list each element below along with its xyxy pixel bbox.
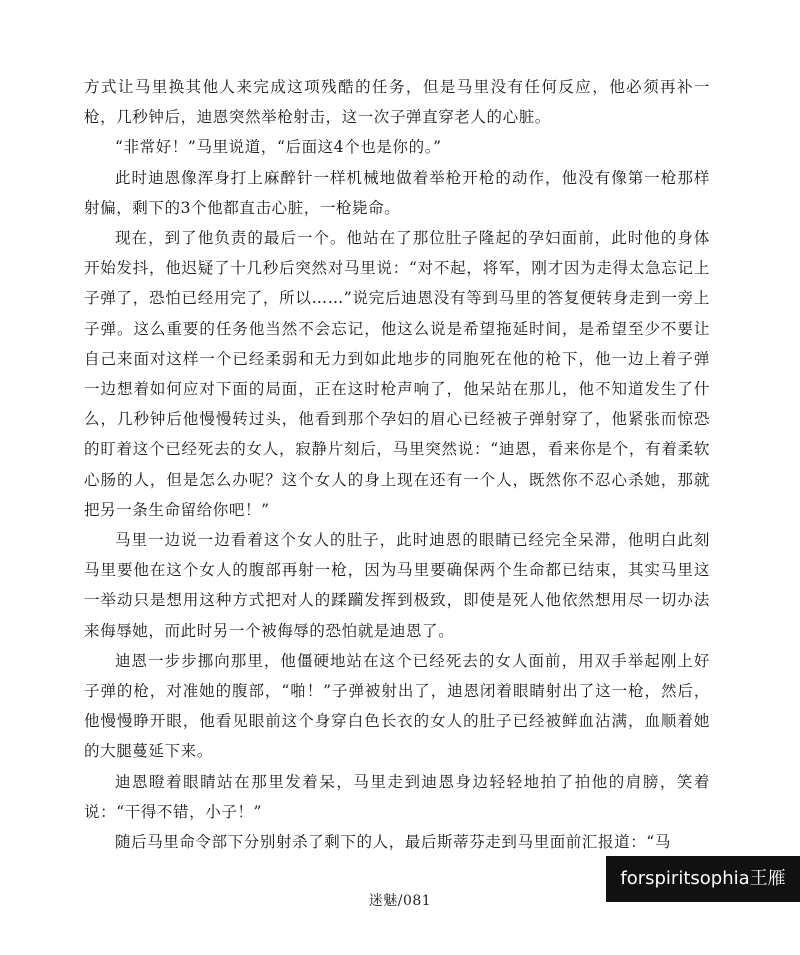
paragraph: 此时迪恩像浑身打上麻醉针一样机械地做着举枪开枪的动作，他没有像第一枪那样射偏，剩下的3个他都直击心脏，一枪毙命。 (84, 168, 710, 217)
paragraph: 方式让马里换其他人来完成这项残酷的任务，但是马里没有任何反应，他必须再补一枪，几秒钟后，迪恩突然举枪射击，这一次子弹直穿老人的心脏。 (84, 78, 710, 127)
paragraph: 随后马里命令部下分别射杀了剩下的人，最后斯蒂芬走到马里面前汇报道：“马 (115, 833, 671, 852)
paragraph: 现在，到了他负责的最后一个。他站在了那位肚子隆起的孕妇面前，此时他的身体开始发抖，他迟疑了十几秒后突然对马里说：“对不起，将军，刚才因为走得太急忘记上子弹了，恐怕已经用完了，所以……”说完后迪恩没有等到马里的答复便转身走到一旁上子弹。这么重要的任务他当然不会忘记，他这么说是希望拖延时间，是希望至少不要让自己来面对这样一个已经柔弱和无力到如此地步的同胞死在他的枪下，他一边上着子弹一边想着如何应对下面的局面，正在这时枪声响了，他呆站在那儿，他不知道发生了什么，几秒钟后他慢慢转过头，他看到那个孕妇的眉心已经被子弹射穿了，他紧张而惊恐的盯着这个已经死去的女人，寂静片刻后，马里突然说：“迪恩，看来你是个，有着柔软心肠的人，但是怎么办呢？这个女人的身上现在还有一个人，既然你不忍心杀她，那就把另一条生命留给你吧！” (84, 229, 710, 519)
page-number: 迷魅/081 (368, 893, 432, 909)
paragraph: 马里一边说一边看着这个女人的肚子，此时迪恩的眼睛已经完全呆滞，他明白此刻马里要他在这个女人的腹部再射一枪，因为马里要确保两个生命都已结束，其实马里这一举动只是想用这种方式把对人的蹂躏发挥到极致，即使是死人他依然想用尽一切办法来侮辱她，而此时另一个被侮辱的恐怕就是迪恩了。 (84, 531, 710, 640)
paragraph: 迪恩一步步挪向那里，他僵硬地站在这个已经死去的女人面前，用双手举起刚上好子弹的枪，对准她的腹部，“啪！”子弹被射出了，迪恩闭着眼睛射出了这一枪，然后，他慢慢睁开眼，他看见眼前这个身穿白色长衣的女人的肚子已经被鲜血沾满，血顺着她的大腿蔓延下来。 (84, 651, 710, 761)
paragraph: “非常好！”马里说道，“后面这4个也是你的。” (115, 138, 442, 157)
paragraph: 迪恩瞪着眼睛站在那里发着呆，马里走到迪恩身边轻轻地拍了拍他的肩膀，笑着说：“干得不错，小子！” (84, 772, 710, 821)
body-text (84, 72, 710, 857)
watermark-label: forspiritsophia王雁 (606, 856, 800, 902)
